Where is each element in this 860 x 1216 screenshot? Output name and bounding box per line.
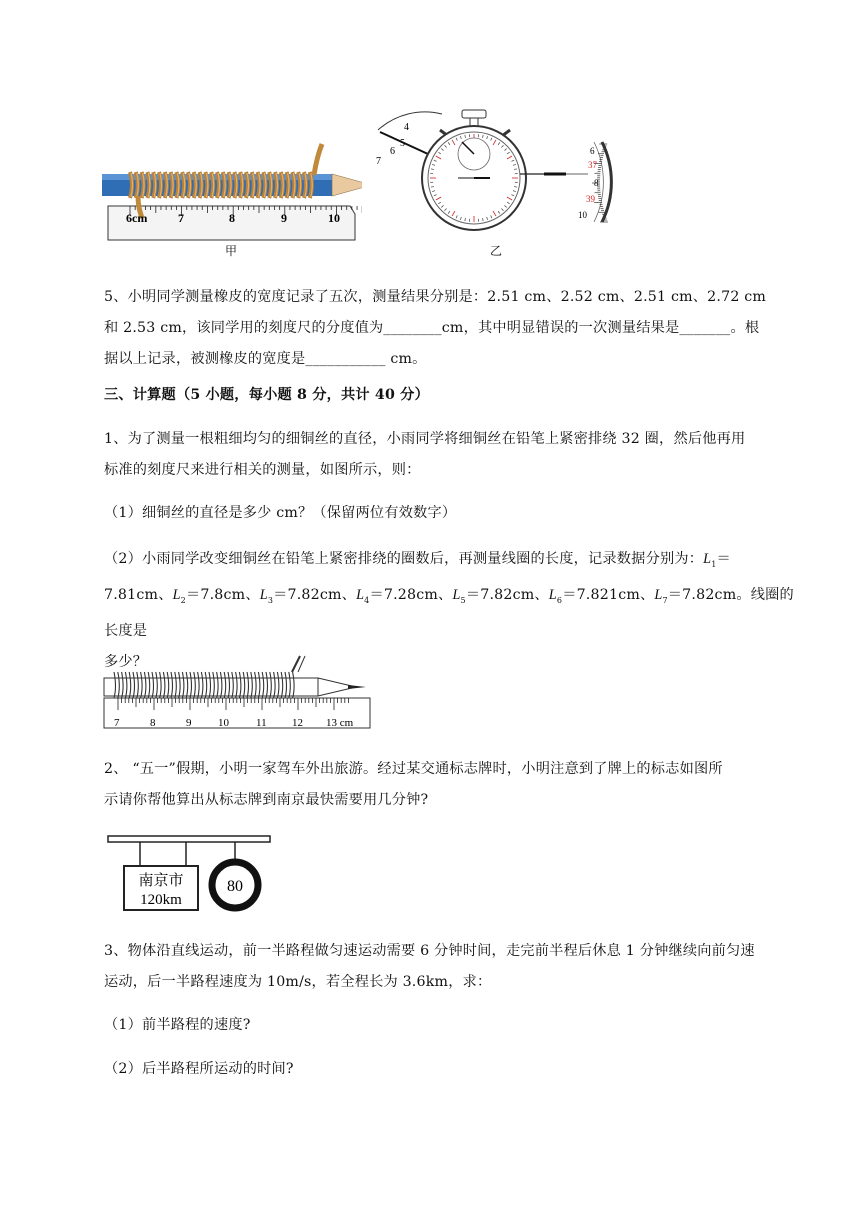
ruler2-label-12: 12 xyxy=(292,717,303,729)
c1-sub2-end: 多少？ xyxy=(104,653,148,670)
ruler2-label-7: 7 xyxy=(114,717,120,729)
calc-question-3 xyxy=(104,936,804,998)
sign-distance: 120km xyxy=(140,892,182,908)
q5-line-3: 据以上记录，被测橡皮的宽度是___________ cm。 xyxy=(104,351,427,367)
thermo-scale-6: 6 xyxy=(590,146,595,156)
c3-sub-1: （1）前半路程的速度? xyxy=(104,1017,251,1033)
c2-line-1: 2、 “五一”假期，小明一家驾车外出旅游。经过某交通标志牌时，小明注意到了牌上的标志如图所 xyxy=(104,761,723,777)
figure-coil-ruler-2 xyxy=(100,652,376,734)
question-5 xyxy=(104,282,804,375)
c1-sub-1: （1）细铜丝的直径是多少 cm？（保留两位有效数字） xyxy=(104,505,457,521)
sign-city-name: 南京市 xyxy=(138,873,184,889)
ruler2-label-11: 11 xyxy=(256,717,267,729)
ruler-label-6cm: 6cm xyxy=(126,211,148,225)
ruler2-label-9: 9 xyxy=(186,717,192,729)
c1-sub-2: （2）小雨同学改变细铜丝在铅笔上紧密排绕的圈数后，再测量线圈的长度，记录数据分别为：$L_1=$ 7.81cm、$L_2=7.8cm$、$L_3=7.82cm$、$L_4=7.28cm$、$L_5=7.82cm$、$L_6=7.821cm$、$L_7=7.82cm$。线圈的长度是 多少？ xyxy=(104,544,804,678)
q5-line-1: 5、小明同学测量橡皮的宽度记录了五次，测量结果分别是：2.51 cm、2.52 cm、2.51 cm、2.72 cm xyxy=(104,289,767,305)
stopwatch-scale-7: 7 xyxy=(376,156,381,167)
thermo-scale-8: 8 xyxy=(594,178,599,188)
c3-sub-2: （2）后半路程所运动的时间? xyxy=(104,1061,294,1077)
stopwatch-scale-5: 5 xyxy=(400,138,405,149)
ruler2-label-10: 10 xyxy=(218,717,229,729)
ruler-label-7: 7 xyxy=(178,211,184,225)
c1-line-2: 标准的刻度尺来进行相关的测量，如图所示，则： xyxy=(104,462,421,478)
figure-stopwatch-thermometer xyxy=(370,108,630,240)
ruler2-label-8: 8 xyxy=(150,717,156,729)
figure-caption-yi: 乙 xyxy=(490,244,503,258)
c1-line-1: 1、为了测量一根粗细均匀的细铜丝的直径，小雨同学将细铜丝在铅笔上紧密排绕 32 圈，然后他再用 xyxy=(104,431,746,447)
speed-limit-value: 80 xyxy=(227,878,243,895)
stopwatch-scale-4: 4 xyxy=(404,122,409,133)
section-3-heading: 三、计算题（5 小题，每小题 8 分，共计 40 分） xyxy=(104,387,429,403)
c1-sub2-text: （2）小雨同学改变细铜丝在铅笔上紧密排绕的圈数后，再测量线圈的长度，记录数据分别为： xyxy=(104,551,704,567)
ruler-label-9: 9 xyxy=(281,211,287,225)
ruler2-label-13cm: 13 cm xyxy=(326,717,354,729)
figure-caption-jia: 甲 xyxy=(225,244,238,258)
ruler-label-10: 10 xyxy=(328,211,340,225)
stopwatch-scale-6: 6 xyxy=(390,146,395,157)
figure-coil-ruler-left xyxy=(100,140,362,248)
c3-line-1: 3、物体沿直线运动，前一半路程做匀速运动需要 6 分钟时间，走完前半程后休息 1 分钟继续向前匀速 xyxy=(104,943,755,959)
figure-traffic-sign xyxy=(100,832,280,916)
c3-line-2: 运动，后一半路程速度为 10m/s，若全程长为 3.6km，求： xyxy=(104,974,492,990)
q5-line-2: 和 2.53 cm，该同学用的刻度尺的分度值为________cm，其中明显错误的一次测量结果是_______。根 xyxy=(104,320,760,336)
thermo-scale-39: 39 xyxy=(586,194,595,204)
thermo-scale-37: 37 xyxy=(588,160,597,170)
calc-question-2 xyxy=(104,754,804,816)
thermo-scale-10: 10 xyxy=(578,210,587,220)
c2-line-2: 示请你帮他算出从标志牌到南京最快需要用几分钟? xyxy=(104,792,429,808)
calc-question-1 xyxy=(104,424,804,486)
ruler-label-8: 8 xyxy=(229,211,235,225)
